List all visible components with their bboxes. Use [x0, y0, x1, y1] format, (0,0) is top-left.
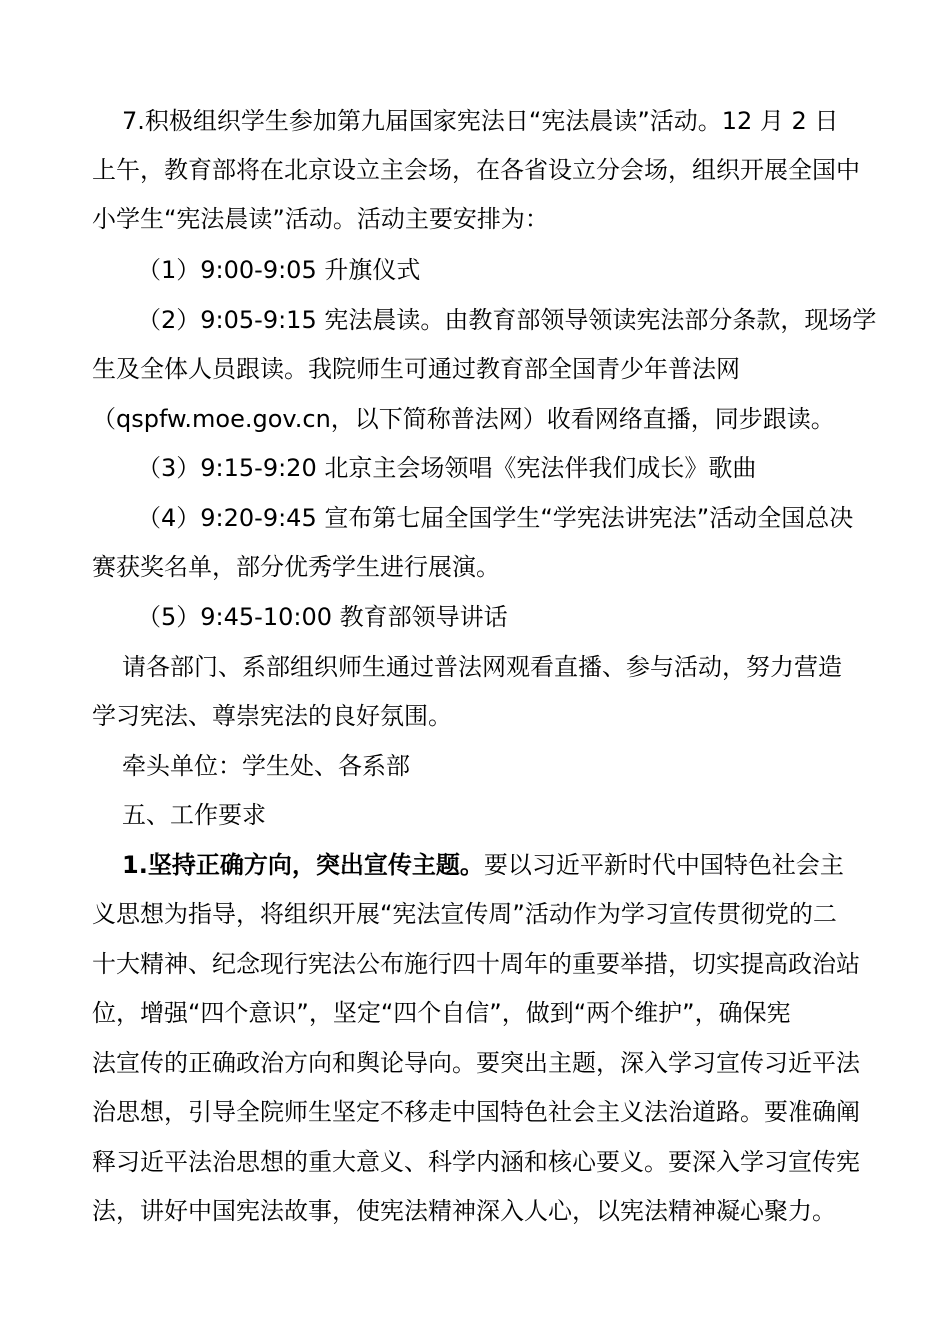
paragraph-line: 释习近平法治思想的重大意义、科学内涵和核心要义。要深入学习宣传宪 [92, 1148, 860, 1176]
paragraph-line: 位，增强“四个意识”，坚定“四个自信”，做到“两个维护”，确保宪 [92, 999, 791, 1027]
paragraph-line: 7.积极组织学生参加第九届国家宪法日“宪法晨读”活动。12 月 2 日 [122, 107, 839, 135]
paragraph-line: 上午，教育部将在北京设立主会场，在各省设立分会场，组织开展全国中 [92, 156, 860, 184]
schedule-item-4: （4）9:20-9:45 宣布第七届全国学生“学宪法讲宪法”活动全国总决 [137, 504, 854, 532]
paragraph-line [122, 850, 844, 880]
schedule-item-2: （2）9:05-9:15 宪法晨读。由教育部领导领读宪法部分条款，现场学 [137, 306, 877, 334]
paragraph-line: 法，讲好中国宪法故事，使宪法精神深入人心，以宪法精神凝心聚力。 [92, 1197, 836, 1225]
paragraph-line: 生及全体人员跟读。我院师生可通过教育部全国青少年普法网 [92, 355, 740, 383]
paragraph-line: 十大精神、纪念现行宪法公布施行四十周年的重要举措，切实提高政治站 [92, 950, 860, 978]
paragraph-line: 义思想为指导，将组织开展“宪法宣传周”活动作为学习宣传贯彻党的二 [92, 900, 837, 928]
schedule-item-1: （1）9:00-9:05 升旗仪式 [137, 256, 421, 284]
paragraph-line: 学习宪法、尊崇宪法的良好氛围。 [92, 702, 452, 730]
schedule-item-3: （3）9:15-9:20 北京主会场领唱《宪法伴我们成长》歌曲 [137, 454, 757, 482]
section-heading: 五、工作要求 [122, 801, 266, 829]
bold-lead: 1.坚持正确方向，突出宣传主题。 [122, 851, 484, 879]
paragraph-line: 请各部门、系部组织师生通过普法网观看直播、参与活动，努力营造 [122, 653, 842, 681]
paragraph-line: 法宣传的正确政治方向和舆论导向。要突出主题，深入学习宣传习近平法 [92, 1049, 860, 1077]
schedule-item-5: （5）9:45-10:00 教育部领导讲话 [137, 603, 508, 631]
lead-unit-line: 牵头单位：学生处、各系部 [122, 752, 410, 780]
paragraph-line: 小学生“宪法晨读”活动。活动主要安排为： [92, 205, 549, 233]
paragraph-line: 赛获奖名单，部分优秀学生进行展演。 [92, 553, 500, 581]
paragraph-text: 要以习近平新时代中国特色社会主 [483, 851, 844, 879]
paragraph-line: 治思想，引导全院师生坚定不移走中国特色社会主义法治道路。要准确阐 [92, 1098, 860, 1126]
paragraph-line: （qspfw.moe.gov.cn，以下简称普法网）收看网络直播，同步跟读。 [92, 405, 835, 433]
